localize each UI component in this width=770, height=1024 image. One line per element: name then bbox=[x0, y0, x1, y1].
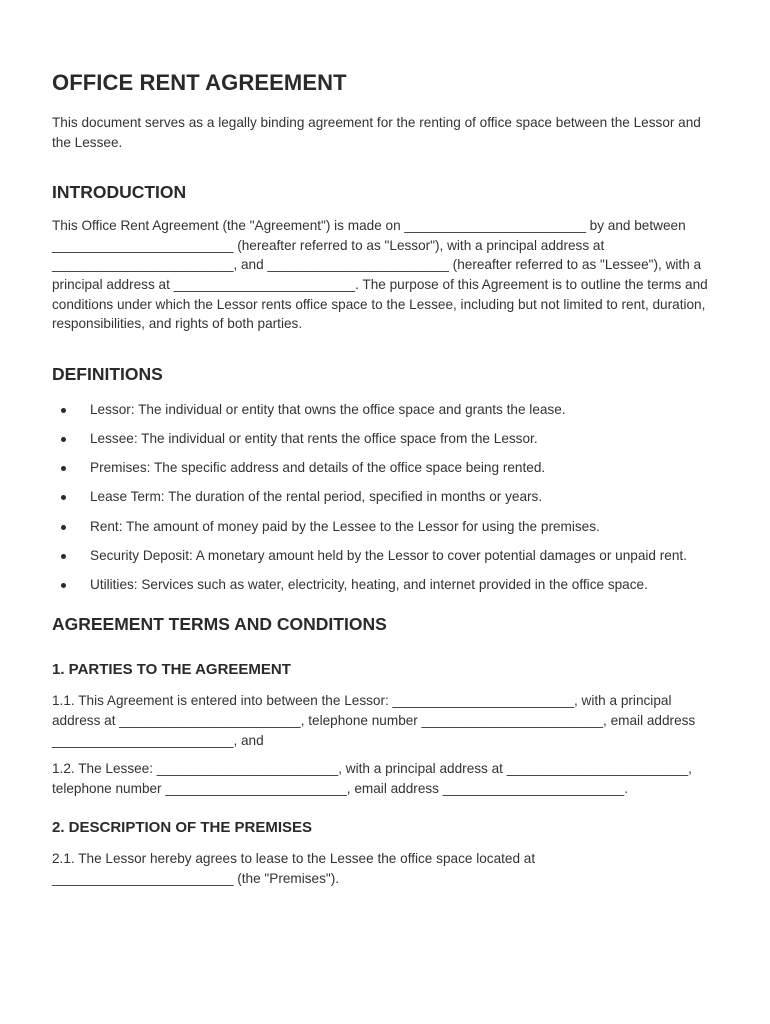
definition-text: Lessee: The individual or entity that rents the office space from the Lessor. bbox=[90, 430, 538, 446]
definitions-heading: DEFINITIONS bbox=[52, 363, 163, 384]
bullet-icon bbox=[61, 408, 66, 413]
premises-heading: 2. DESCRIPTION OF THE PREMISES bbox=[52, 819, 313, 837]
bullet-icon bbox=[61, 554, 66, 559]
definition-item bbox=[52, 517, 718, 537]
definition-item bbox=[52, 429, 718, 449]
definition-item bbox=[52, 487, 718, 507]
bullet-icon bbox=[61, 495, 66, 500]
bullet-icon bbox=[61, 466, 66, 471]
bullet-icon bbox=[61, 437, 66, 442]
definition-text: Rent: The amount of money paid by the Lessee to the Lessor for using the premises. bbox=[90, 518, 600, 534]
definition-text: Lease Term: The duration of the rental period, specified in months or years. bbox=[90, 489, 543, 505]
definitions-list bbox=[52, 400, 718, 595]
document-title: OFFICE RENT AGREEMENT bbox=[52, 70, 347, 95]
definition-text: Security Deposit: A monetary amount held by the Lessor to cover potential damages or unpaid rent. bbox=[90, 547, 687, 563]
agreement-terms-heading: AGREEMENT TERMS AND CONDITIONS bbox=[52, 614, 387, 635]
definitions-list-wrapper bbox=[52, 400, 718, 595]
clause-1-1: 1.1. This Agreement is entered into between the Lessor: ________________________, with a principal address at ________________________, telephone number ________________________, email address ________________________, and bbox=[52, 693, 696, 748]
definition-text: Lessor: The individual or entity that owns the office space and grants the lease. bbox=[90, 401, 566, 417]
introduction-heading: INTRODUCTION bbox=[52, 182, 187, 203]
definition-text: Premises: The specific address and details of the office space being rented. bbox=[90, 460, 546, 476]
definition-item bbox=[52, 400, 718, 420]
definition-item bbox=[52, 458, 718, 478]
clause-2-1: 2.1. The Lessor hereby agrees to lease to the Lessee the office space located at ________________________ (the "Premises"). bbox=[52, 851, 536, 887]
definition-item bbox=[52, 575, 718, 595]
introduction-text: This Office Rent Agreement (the "Agreement") is made on ________________________ by and between ________________________ (hereafter referred to as "Lessor"), with a principal address at ________________________, and ________________________ (hereafter referred to as "Lessee"), with a principal address at ________________________. The purpose of this Agreement is to outline the terms and conditions under which the Lessor rents office space to the Lessee, including but not limited to rent, duration, responsibilities, and rights of both parties. bbox=[52, 218, 708, 332]
bullet-icon bbox=[61, 583, 66, 588]
clause-1-2: 1.2. The Lessee: ________________________, with a principal address at ________________________, telephone number ________________________, email address ________________________. bbox=[52, 761, 692, 796]
definition-text: Utilities: Services such as water, electricity, heating, and internet provided in the office space. bbox=[90, 576, 648, 592]
bullet-icon bbox=[61, 525, 66, 530]
intro-paragraph: This document serves as a legally binding agreement for the renting of office space between the Lessor and the Lessee. bbox=[52, 115, 701, 150]
parties-heading: 1. PARTIES TO THE AGREEMENT bbox=[52, 661, 291, 679]
definition-item bbox=[52, 546, 718, 566]
